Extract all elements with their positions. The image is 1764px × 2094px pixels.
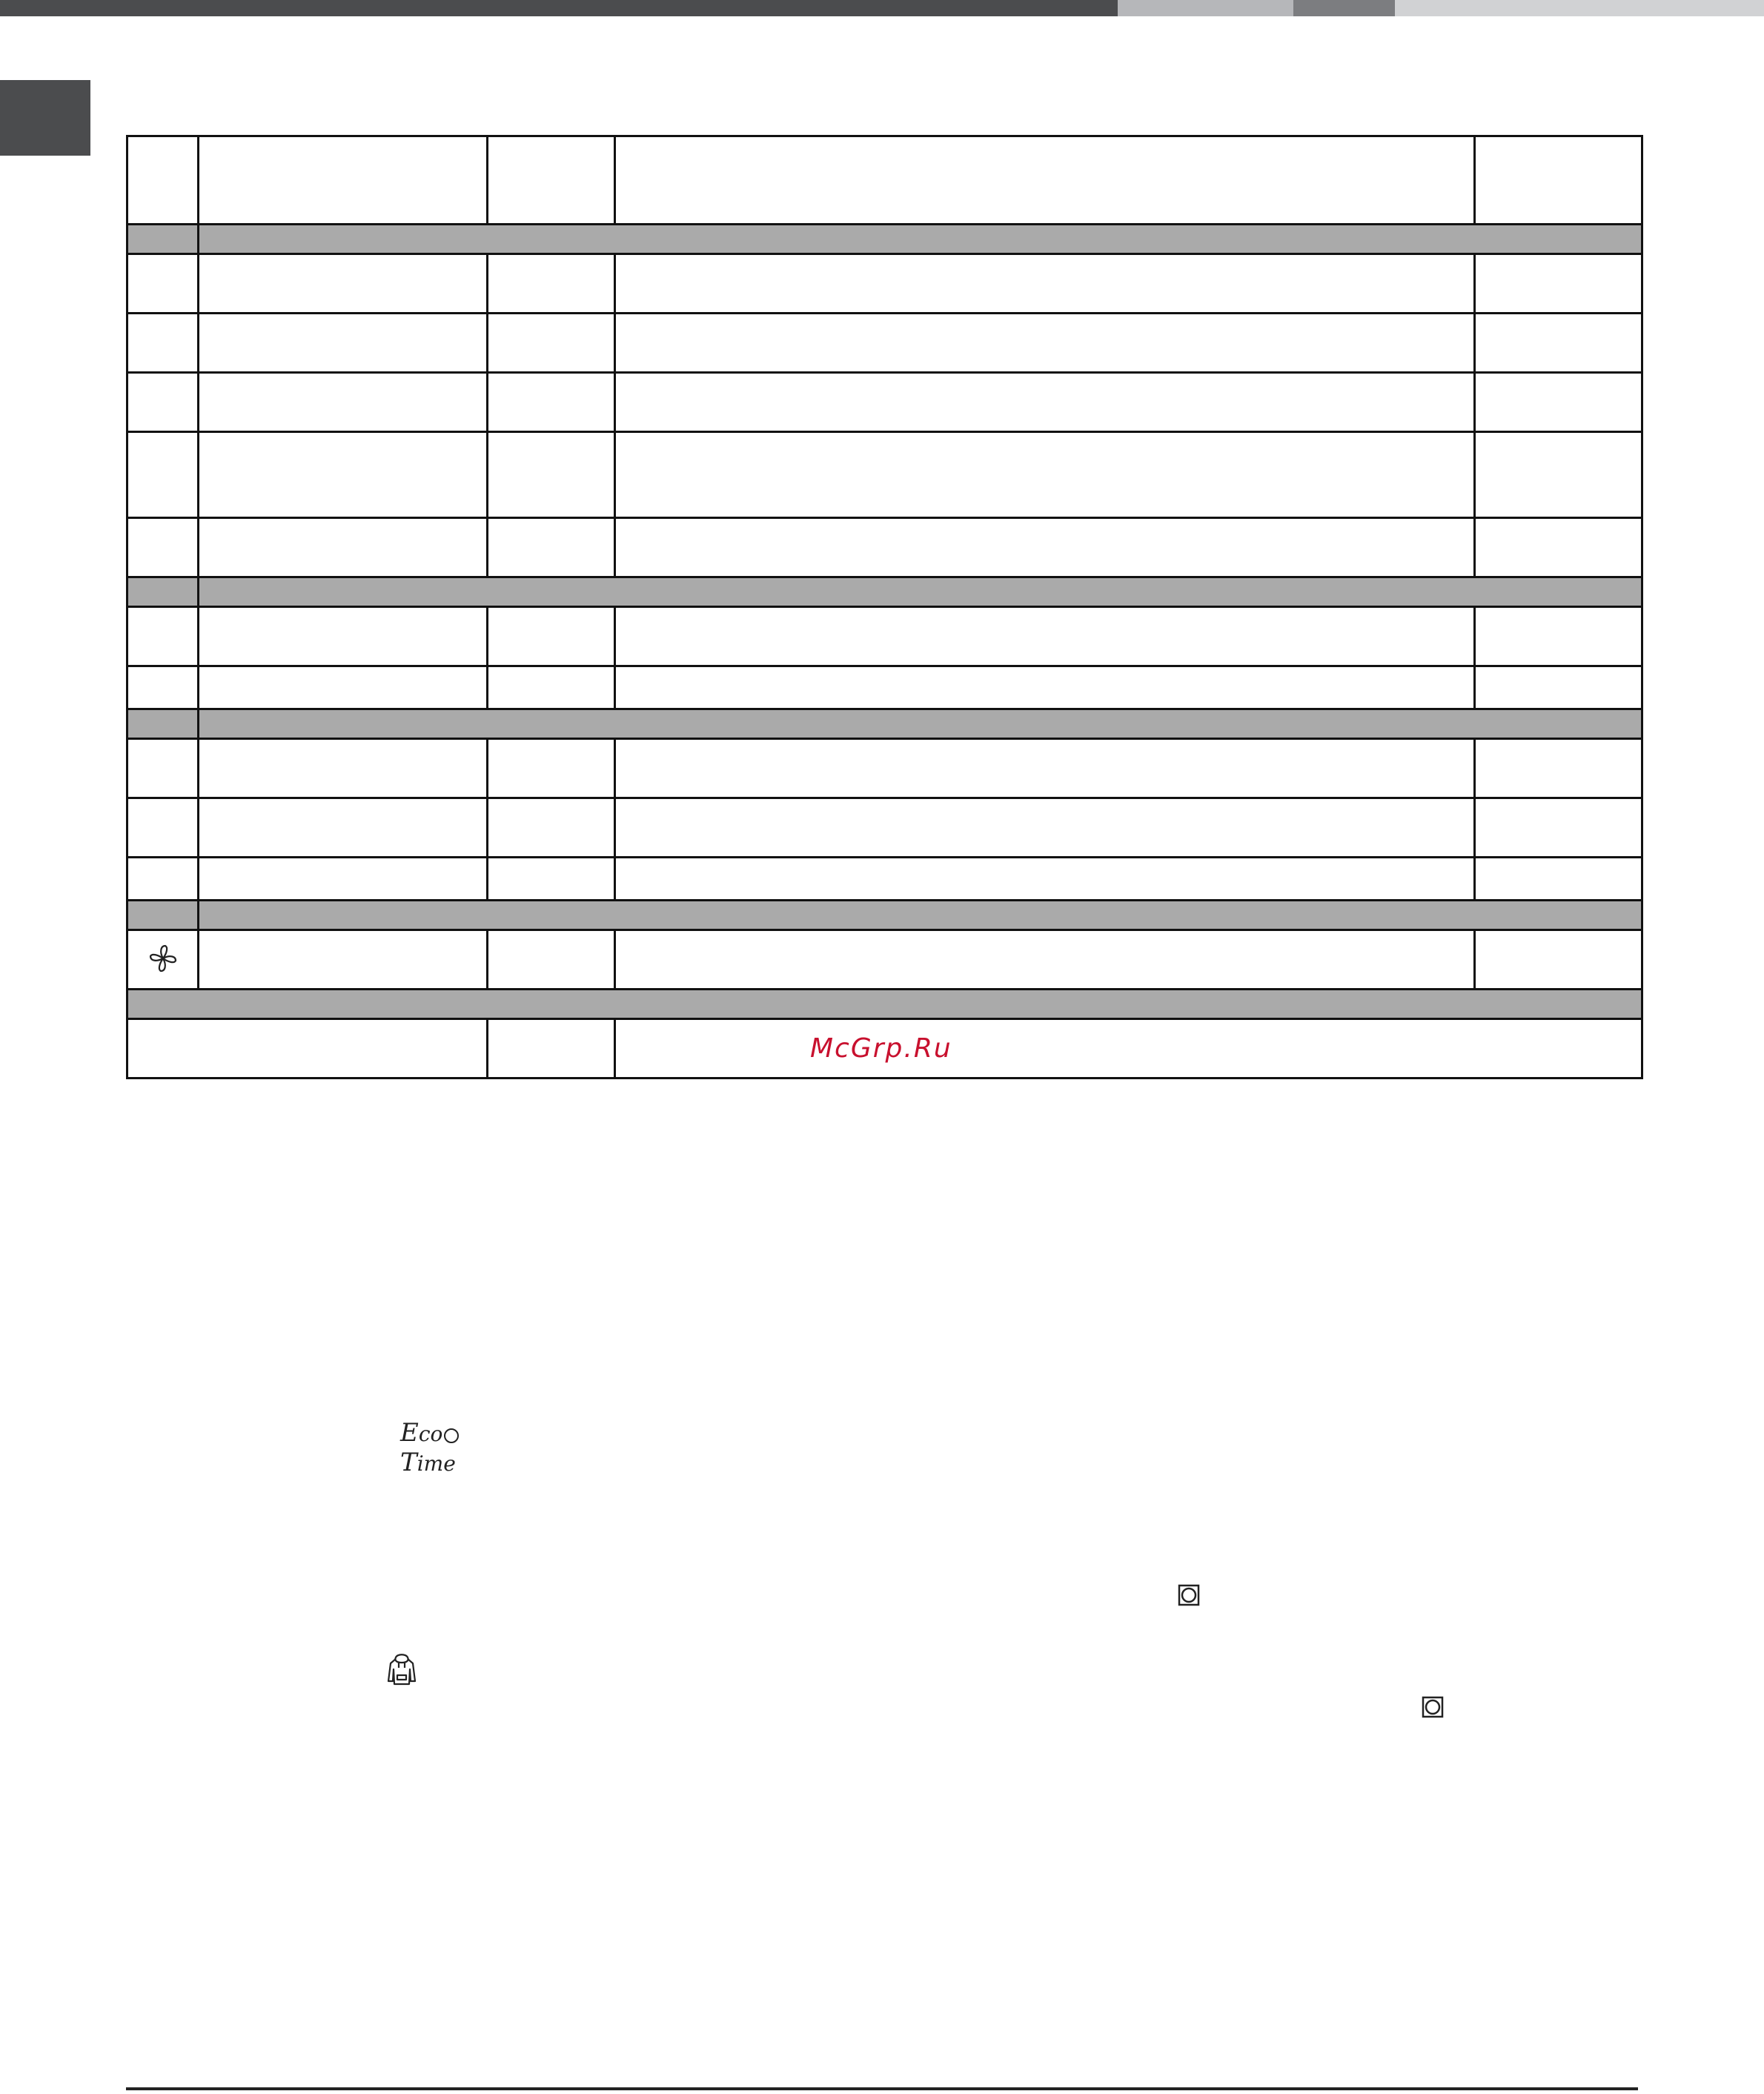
table-cell <box>615 858 1475 901</box>
table-cell <box>488 1019 615 1079</box>
clock-icon <box>444 1428 459 1443</box>
table-cell <box>199 858 488 901</box>
programme-table <box>126 135 1643 1079</box>
section-cell <box>199 577 1642 607</box>
table-cell <box>488 432 615 518</box>
fan-icon <box>146 941 180 975</box>
table-cell <box>1475 314 1642 373</box>
table-cell <box>199 930 488 990</box>
table-cell <box>127 518 199 577</box>
table-cell <box>127 739 199 798</box>
table-row <box>127 314 1642 373</box>
header-cell <box>615 136 1475 225</box>
table-row <box>127 1019 1642 1079</box>
table-cell <box>127 254 199 314</box>
table-row <box>127 666 1642 709</box>
section-cell <box>127 577 199 607</box>
hoodie-icon <box>384 1651 420 1687</box>
header-cell <box>488 136 615 225</box>
table-cell <box>199 666 488 709</box>
ecotime-letters: ime <box>417 1451 456 1476</box>
table-cell <box>199 739 488 798</box>
table-cell <box>1475 432 1642 518</box>
table-cell <box>127 1019 488 1079</box>
top-bar-segment-dark <box>0 0 1118 16</box>
tumble-dry-icon <box>1422 1696 1444 1718</box>
table-cell <box>199 373 488 432</box>
table-cell <box>615 314 1475 373</box>
table-cell <box>615 739 1475 798</box>
fan-icon-cell <box>127 930 199 990</box>
section-row <box>127 577 1642 607</box>
tumble-dry-icon <box>1178 1584 1200 1606</box>
bottom-rule <box>126 2087 1638 2090</box>
table-cell <box>615 666 1475 709</box>
table-cell <box>615 798 1475 858</box>
section-cell <box>127 225 199 254</box>
table-cell <box>488 858 615 901</box>
table-cell <box>199 254 488 314</box>
section-row <box>127 901 1642 930</box>
header-cell <box>1475 136 1642 225</box>
header-cell <box>127 136 199 225</box>
table-cell <box>488 930 615 990</box>
top-bar-segment-light <box>1118 0 1293 16</box>
table-cell <box>615 930 1475 990</box>
language-tab-block <box>0 80 90 156</box>
table-cell <box>127 607 199 666</box>
watermark-cell <box>615 1019 1642 1079</box>
table-cell <box>199 518 488 577</box>
table-cell <box>1475 254 1642 314</box>
ecotime-letter: T <box>400 1448 417 1477</box>
table-cell <box>1475 739 1642 798</box>
table-cell <box>615 373 1475 432</box>
table-row <box>127 518 1642 577</box>
table-row <box>127 930 1642 990</box>
section-row <box>127 225 1642 254</box>
table-cell <box>1475 373 1642 432</box>
table-cell <box>199 432 488 518</box>
table-cell <box>488 666 615 709</box>
top-decorative-bar <box>0 0 1764 16</box>
ecotime-letters: co <box>418 1422 443 1446</box>
table-cell <box>1475 607 1642 666</box>
top-bar-segment-pale <box>1395 0 1764 16</box>
table-cell <box>127 373 199 432</box>
ecotime-letter: E <box>400 1418 419 1448</box>
header-cell <box>199 136 488 225</box>
table-cell <box>127 858 199 901</box>
section-cell <box>127 901 199 930</box>
table-row <box>127 373 1642 432</box>
table-row <box>127 739 1642 798</box>
table-cell <box>615 432 1475 518</box>
table-cell <box>488 373 615 432</box>
table-cell <box>1475 930 1642 990</box>
section-cell <box>199 709 1642 739</box>
table-cell <box>1475 666 1642 709</box>
table-cell <box>615 254 1475 314</box>
table-row <box>127 607 1642 666</box>
table-cell <box>488 314 615 373</box>
table-row <box>127 254 1642 314</box>
table-cell <box>127 666 199 709</box>
top-bar-segment-mid <box>1293 0 1395 16</box>
section-cell <box>199 225 1642 254</box>
table-header-row <box>127 136 1642 225</box>
table-cell <box>127 314 199 373</box>
ecotime-logo <box>400 1418 504 1477</box>
table-row <box>127 432 1642 518</box>
table-cell <box>488 798 615 858</box>
table-cell <box>615 607 1475 666</box>
table-cell <box>488 607 615 666</box>
section-cell <box>199 901 1642 930</box>
table-cell <box>488 739 615 798</box>
watermark-text: McGrp.Ru <box>810 1033 952 1064</box>
table-cell <box>127 432 199 518</box>
table-cell <box>1475 798 1642 858</box>
section-row <box>127 990 1642 1019</box>
table-cell <box>615 518 1475 577</box>
section-cell <box>127 709 199 739</box>
table-row <box>127 798 1642 858</box>
table-cell <box>1475 518 1642 577</box>
table-cell <box>199 314 488 373</box>
table-row <box>127 858 1642 901</box>
section-row <box>127 709 1642 739</box>
table-cell <box>199 798 488 858</box>
table-cell <box>1475 858 1642 901</box>
table-cell <box>127 798 199 858</box>
table-cell <box>199 607 488 666</box>
table-cell <box>488 518 615 577</box>
section-cell <box>127 990 1642 1019</box>
table-cell <box>488 254 615 314</box>
